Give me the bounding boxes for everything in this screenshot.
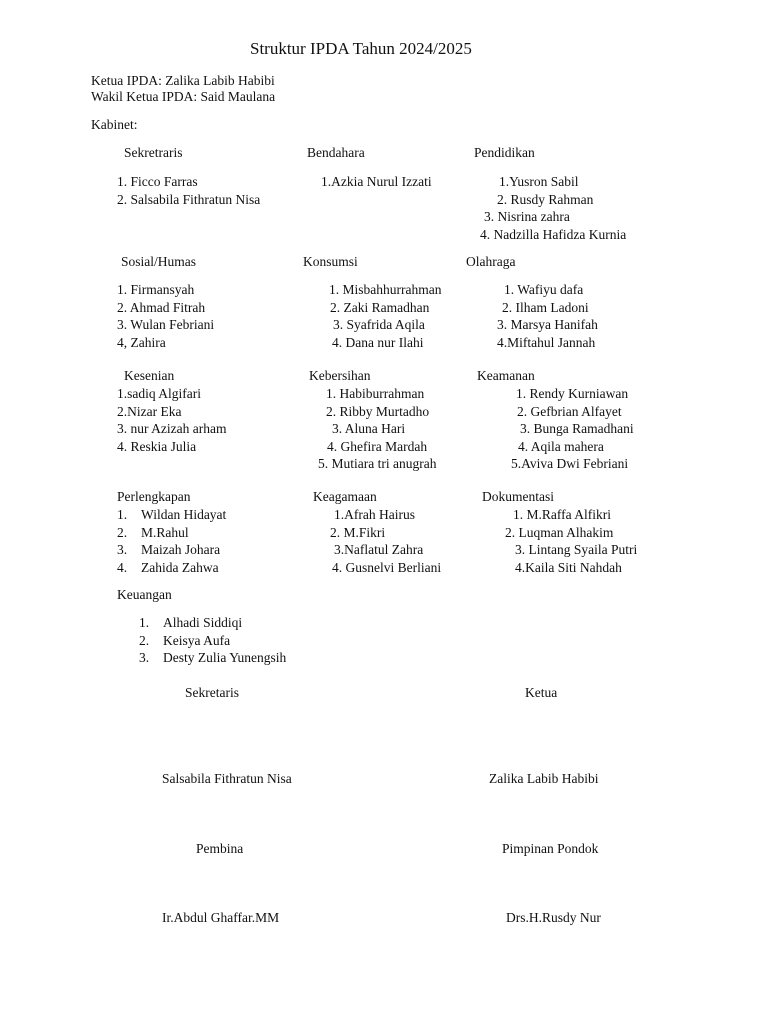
list-item [502, 299, 603, 317]
list-item-name: Aluna Hari [344, 421, 406, 436]
list-item [515, 559, 637, 577]
list-item-number: 3. [333, 317, 344, 332]
list-item [505, 524, 627, 542]
list-item-name: Dana nur Ilahi [345, 334, 424, 350]
section-heading-keuangan: Keuangan [117, 587, 172, 602]
list-item-name: Bunga Ramadhani [533, 421, 634, 436]
list-item [480, 226, 626, 244]
list-item [329, 281, 441, 299]
list-item-number: 3. [334, 542, 345, 557]
list-kesenian [117, 385, 226, 455]
list-item-number: 2. [117, 403, 128, 419]
list-item-number: 4. [515, 559, 526, 575]
list-item-name: Ahmad Fitrah [129, 299, 206, 315]
section-heading-sekretaris: Sekretraris [124, 145, 183, 160]
list-item [332, 559, 441, 577]
list-item-name: Misbahhurrahman [342, 282, 442, 297]
list-item [327, 438, 445, 456]
list-item [139, 632, 286, 650]
list-item-name: Keisya Aufa [163, 632, 231, 648]
list-item [117, 559, 226, 577]
list-item-number: 4. [117, 438, 128, 454]
list-item [117, 299, 214, 317]
list-item [117, 334, 214, 352]
signature-name-pembina: Ir.Abdul Ghaffar.MM [162, 910, 280, 925]
list-item-number: 3. [117, 421, 128, 436]
list-item [497, 334, 598, 352]
signature-name-pimpinan: Drs.H.Rusdy Nur [506, 910, 601, 925]
list-item-name: Luqman Alhakim [518, 524, 614, 540]
list-item [321, 173, 432, 191]
list-item-name: Kaila Siti Nahdah [525, 559, 622, 575]
list-item-name: Miftahul Jannah [507, 334, 596, 350]
list-item-number: 1. [513, 507, 524, 522]
list-item [330, 524, 439, 542]
list-item-number: 3. [117, 317, 128, 332]
signature-role-ketua: Ketua [525, 685, 558, 700]
list-item [326, 385, 444, 403]
list-item-name: M.Rahul [141, 524, 189, 540]
list-item [516, 385, 633, 403]
list-item [330, 299, 442, 317]
list-item-name: Ilham Ladoni [515, 299, 589, 315]
list-item [513, 506, 635, 524]
list-perlengkapan [117, 506, 226, 576]
list-item [515, 541, 637, 559]
list-item-name: Azkia Nurul Izzati [331, 174, 432, 189]
list-item-number: 3. [117, 542, 128, 557]
list-item-name: Mutiara tri anugrah [331, 456, 437, 471]
list-item [333, 316, 445, 334]
list-item-name: Ficco Farras [130, 174, 198, 189]
list-item-number: 2. [330, 299, 341, 315]
list-item [117, 403, 226, 421]
list-item [117, 420, 226, 438]
list-item-name: Marsya Hanifah [510, 317, 598, 332]
list-item [117, 316, 214, 334]
list-item-number: 1. [504, 282, 515, 297]
list-item-name: Nadzilla Hafidza Kurnia [493, 226, 627, 242]
list-item-number: 1. [326, 386, 337, 401]
list-item-name: Desty Zulia Yunengsih [163, 650, 287, 665]
list-item-number: 2. [497, 191, 508, 207]
list-bendahara [321, 173, 432, 191]
list-item-number: 4. [327, 438, 338, 454]
section-heading-kebersihan: Kebersihan [309, 368, 371, 383]
signature-name-ketua: Zalika Labib Habibi [489, 771, 599, 786]
list-item-name: Ribby Murtadho [339, 403, 430, 419]
list-item [117, 524, 226, 542]
list-item-number: 2. [330, 524, 341, 540]
section-heading-perlengkapan: Perlengkapan [117, 489, 191, 504]
list-item [326, 403, 444, 421]
section-heading-konsumsi: Konsumsi [303, 254, 358, 269]
list-item-number: 3. [515, 542, 526, 557]
section-heading-keagamaan: Keagamaan [313, 489, 377, 504]
list-item [117, 281, 214, 299]
list-item-name: Aviva Dwi Febriani [521, 456, 629, 471]
list-item-name: Wildan Hidayat [141, 507, 227, 522]
list-item [497, 316, 598, 334]
signature-name-sekretaris: Salsabila Fithratun Nisa [162, 771, 292, 786]
list-item-name: Lintang Syaila Putri [528, 542, 638, 557]
list-item-name: Syafrida Aqila [346, 317, 425, 332]
list-item [332, 334, 444, 352]
list-item-number: 2. [117, 191, 128, 207]
list-item-name: Naflatul Zahra [344, 542, 424, 557]
section-heading-dokumentasi: Dokumentasi [482, 489, 554, 504]
section-heading-bendahara: Bendahara [307, 145, 365, 160]
list-item-number: 1. [117, 386, 128, 401]
list-item-number: 3. [484, 209, 495, 224]
list-item-name: Zahira [130, 334, 166, 350]
list-item-number: 4. [518, 438, 529, 454]
section-heading-olahraga: Olahraga [466, 254, 516, 269]
list-item-number: 1. [117, 507, 128, 522]
list-item-number: 3. [520, 421, 531, 436]
section-heading-sosial: Sosial/Humas [121, 254, 197, 269]
list-item-name: sadiq Algifari [127, 386, 201, 401]
list-item-number: 4, [117, 334, 128, 350]
list-item-number: 3. [497, 317, 508, 332]
list-item-name: M.Fikri [343, 524, 386, 540]
list-item [334, 541, 443, 559]
list-item-number: 2. [326, 403, 337, 419]
list-item-number: 5. [318, 456, 329, 471]
signature-role-pimpinan: Pimpinan Pondok [502, 841, 599, 856]
list-item-name: Habiburrahman [339, 386, 425, 401]
list-item-number: 3. [332, 421, 343, 436]
list-item-name: Alhadi Siddiqi [163, 615, 243, 630]
list-item [117, 506, 226, 524]
list-item-name: Rendy Kurniawan [529, 386, 629, 401]
list-item-number: 1. [139, 615, 150, 630]
list-item-name: Firmansyah [130, 282, 195, 297]
list-item-number: 2. [505, 524, 516, 540]
list-item-name: Gusnelvi Berliani [345, 559, 442, 575]
document-title: Struktur IPDA Tahun 2024/2025 [250, 39, 472, 58]
list-item [518, 438, 635, 456]
list-item [117, 541, 226, 559]
list-item [497, 191, 643, 209]
ketua-line: Ketua IPDA: Zalika Labib Habibi [91, 73, 275, 88]
list-item-number: 3. [139, 650, 150, 665]
list-item [318, 455, 436, 473]
list-item [139, 649, 286, 667]
list-item-number: 1. [117, 282, 128, 297]
list-item-name: Wafiyu dafa [517, 282, 584, 297]
list-item-number: 2. [117, 524, 128, 540]
signature-role-pembina: Pembina [196, 841, 244, 856]
list-keuangan [139, 614, 286, 667]
section-heading-pendidikan: Pendidikan [474, 145, 535, 160]
section-heading-kesenian: Kesenian [124, 368, 175, 383]
list-item-name: Wulan Febriani [130, 317, 215, 332]
list-item [139, 614, 286, 632]
list-item-name: Nizar Eka [127, 403, 182, 419]
list-item-number: 4. [497, 334, 508, 350]
list-item-name: Aqila mahera [530, 438, 604, 454]
list-sosial [117, 281, 214, 351]
list-item [517, 403, 634, 421]
list-item-number: 2. [117, 299, 128, 315]
wakil-line: Wakil Ketua IPDA: Said Maulana [91, 89, 276, 104]
list-item [520, 420, 637, 438]
list-item-number: 1. [329, 282, 340, 297]
list-item [499, 173, 645, 191]
list-item-name: Zaki Ramadhan [343, 299, 430, 315]
list-item-name: Ghefira Mardah [340, 438, 428, 454]
list-item-number: 4. [332, 559, 343, 575]
list-item [117, 385, 226, 403]
list-item-number: 2. [139, 632, 150, 648]
list-item-number: 1. [516, 386, 527, 401]
kabinet-label: Kabinet: [91, 117, 138, 132]
list-item-number: 4. [332, 334, 343, 350]
list-item-number: 1. [321, 174, 332, 189]
list-item-name: Maizah Johara [141, 542, 221, 557]
list-item [117, 438, 226, 456]
section-heading-keamanan: Keamanan [477, 368, 535, 383]
list-item-name: nur Azizah arham [130, 421, 227, 436]
list-item [484, 208, 630, 226]
list-item-number: 2. [502, 299, 513, 315]
list-item [332, 420, 450, 438]
list-item-number: 1. [499, 174, 510, 189]
list-item [334, 506, 443, 524]
list-item-number: 4. [117, 559, 128, 575]
list-item-name: Rusdy Rahman [510, 191, 594, 207]
list-item-name: Zahida Zahwa [141, 559, 219, 575]
list-item-name: Salsabila Fithratun Nisa [130, 191, 261, 207]
list-item-name: Yusron Sabil [509, 174, 579, 189]
list-item-name: Nisrina zahra [497, 209, 570, 224]
list-item-number: 1. [117, 174, 128, 189]
list-item-number: 1. [334, 507, 345, 522]
list-item-name: Afrah Hairus [344, 507, 415, 522]
list-item [511, 455, 628, 473]
list-item-number: 4. [480, 226, 491, 242]
signature-role-sekretaris: Sekretaris [185, 685, 239, 700]
list-item-name: Gefbrian Alfayet [530, 403, 622, 419]
list-item [504, 281, 605, 299]
list-item-number: 2. [517, 403, 528, 419]
list-item-name: Reskia Julia [130, 438, 197, 454]
list-item-name: M.Raffa Alfikri [526, 507, 611, 522]
list-item-number: 5. [511, 456, 522, 471]
